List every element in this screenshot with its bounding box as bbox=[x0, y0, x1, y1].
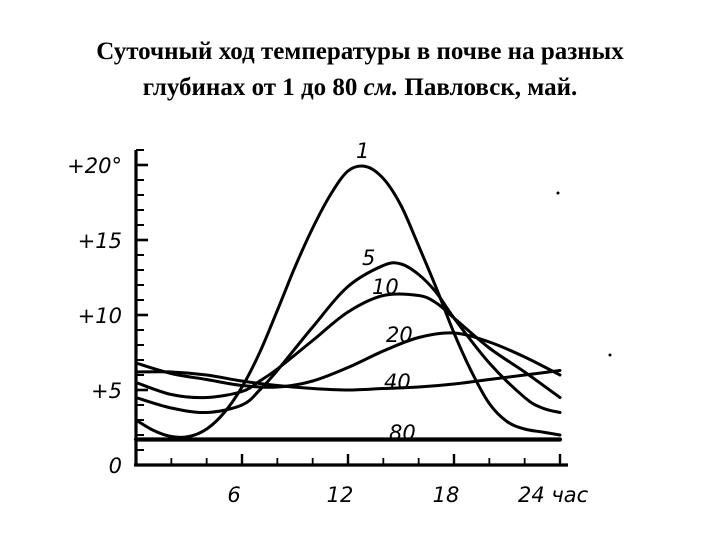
y-tick-label: +5 bbox=[91, 379, 122, 403]
series-label-depth-10: 10 bbox=[372, 275, 399, 299]
series-label-depth-80: 80 bbox=[389, 421, 416, 445]
x-tick-label: 24 час bbox=[518, 483, 589, 507]
x-tick-label: 18 bbox=[432, 483, 460, 507]
chart-title-unit: см. bbox=[363, 74, 399, 101]
y-tick-label: +15 bbox=[77, 229, 122, 253]
chart-title-location: Павловск, май. bbox=[398, 74, 578, 101]
y-tick-label: +10 bbox=[77, 304, 122, 328]
series-line-depth-40 bbox=[136, 371, 560, 391]
chart-title-line-1: Суточный ход температуры в почве на разных bbox=[96, 38, 624, 65]
x-tick-label: 12 bbox=[326, 483, 354, 507]
series-label-depth-20: 20 bbox=[386, 323, 413, 347]
y-tick-label: 0 bbox=[108, 454, 122, 478]
speck-mark bbox=[557, 192, 560, 195]
labels-layer bbox=[67, 139, 589, 507]
speck-mark bbox=[609, 354, 612, 357]
series-label-depth-1: 1 bbox=[356, 139, 370, 163]
series-label-depth-5: 5 bbox=[362, 246, 376, 270]
series-layer bbox=[136, 166, 560, 439]
y-tick-label: +20° bbox=[67, 154, 122, 178]
chart-title-line-2-text: глубинах от 1 до 80 bbox=[142, 74, 364, 101]
x-tick-label: 6 bbox=[227, 483, 241, 507]
series-label-depth-40: 40 bbox=[384, 370, 411, 394]
